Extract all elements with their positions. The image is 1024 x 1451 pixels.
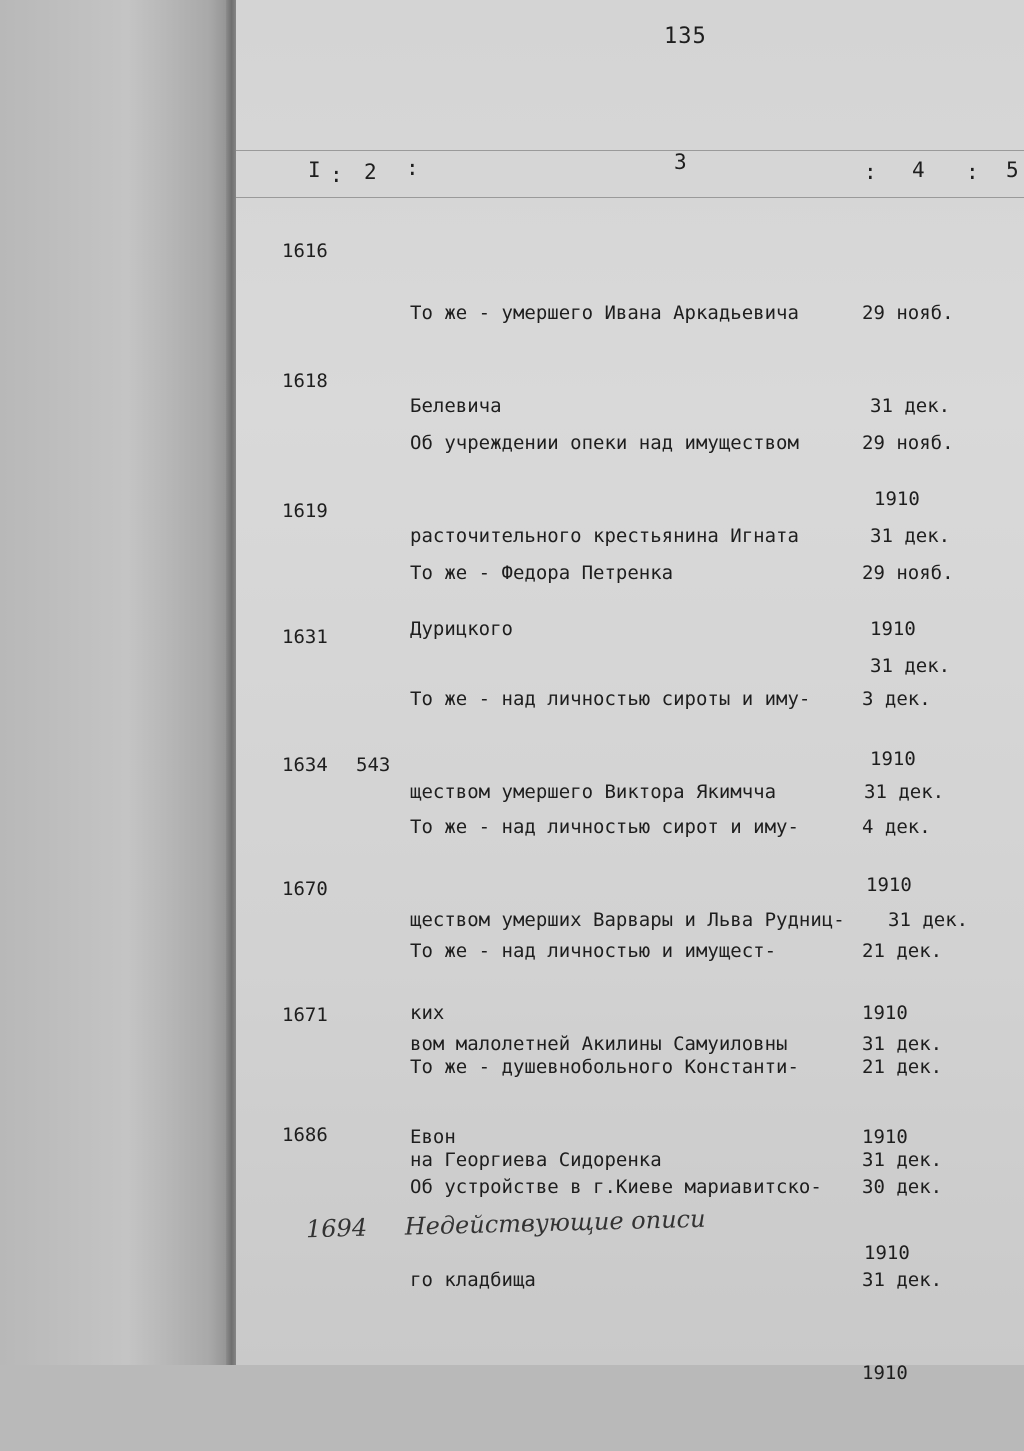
year: 1910 bbox=[862, 1126, 908, 1148]
year: 1910 bbox=[862, 1362, 908, 1384]
start-date: 3 дек. bbox=[862, 688, 931, 710]
file-number: 1670 bbox=[282, 878, 328, 900]
start-date: 21 дек. bbox=[862, 1056, 943, 1078]
file-title-line: на Георгиева Сидоренка bbox=[410, 1149, 662, 1171]
column-header-band bbox=[236, 150, 1024, 198]
file-title-line: расточительного крестьянина Игната bbox=[410, 525, 799, 547]
file-title-line: Белевича bbox=[410, 395, 502, 417]
column-header-separator: : bbox=[864, 160, 877, 184]
end-date: 31 дек. bbox=[870, 395, 951, 417]
start-date: 4 дек. bbox=[862, 816, 931, 838]
file-title-line: То же - умершего Ивана Аркадьевича bbox=[410, 302, 799, 324]
start-date: 29 нояб. bbox=[862, 302, 954, 324]
handwritten-number: 1694 bbox=[305, 1213, 368, 1244]
start-date: 29 нояб. bbox=[862, 432, 954, 454]
column-header-4: 4 bbox=[912, 158, 925, 182]
end-date: 31 дек. bbox=[864, 781, 945, 803]
start-date: 29 нояб. bbox=[862, 562, 954, 584]
column-header-3: 3 bbox=[674, 150, 687, 174]
column-header-2: 2 bbox=[364, 160, 377, 184]
file-title-line: Об устройстве в г.Киеве мариавитско- bbox=[410, 1176, 822, 1198]
file-title-line: То же - душевнобольного Константи- bbox=[410, 1056, 799, 1078]
file-title-line: Евон bbox=[410, 1126, 456, 1148]
year: 1910 bbox=[862, 1002, 908, 1024]
file-title-line: То же - над личностью сирот и иму- bbox=[410, 816, 799, 838]
file-number: 1686 bbox=[282, 1124, 328, 1146]
column-header-separator: : bbox=[406, 156, 419, 180]
file-title-line: Об учреждении опеки над имуществом bbox=[410, 432, 799, 454]
page-number: 135 bbox=[664, 24, 707, 49]
file-number: 1618 bbox=[282, 370, 328, 392]
file-title-line: Дурицкого bbox=[410, 618, 513, 640]
file-dates bbox=[862, 1110, 1002, 1451]
file-number: 1616 bbox=[282, 240, 328, 262]
file-title-line: го кладбища bbox=[410, 1269, 536, 1291]
column-header-separator: : bbox=[966, 160, 979, 184]
file-number: 1619 bbox=[282, 500, 328, 522]
file-title-line: ществом умерших Варвары и Льва Рудниц- bbox=[410, 909, 845, 931]
end-date: 31 дек. bbox=[862, 1033, 943, 1055]
end-date: 31 дек. bbox=[862, 1269, 943, 1291]
file-number: 1634 bbox=[282, 754, 328, 776]
old-file-number: 543 bbox=[356, 754, 391, 776]
file-title-line: То же - над личностью и имущест- bbox=[410, 940, 777, 962]
file-title-line: вом малолетней Акилины Самуиловны bbox=[410, 1033, 788, 1055]
file-title-line: То же - над личностью сироты и иму- bbox=[410, 688, 811, 710]
file-number: 1671 bbox=[282, 1004, 328, 1026]
column-header-separator: : bbox=[330, 163, 343, 187]
left-page bbox=[0, 0, 232, 1365]
column-header-1: I bbox=[308, 158, 321, 182]
start-date: 30 дек. bbox=[862, 1176, 943, 1198]
start-date: 21 дек. bbox=[862, 940, 943, 962]
end-date: 31 дек. bbox=[870, 655, 951, 677]
file-title-line: ществом умершего Виктора Якимчча bbox=[410, 781, 777, 803]
year: 1910 bbox=[864, 1242, 910, 1264]
handwritten-text: Недействующие описи bbox=[404, 1204, 706, 1241]
end-date: 31 дек. bbox=[862, 1149, 943, 1171]
file-title-line: ких bbox=[410, 1002, 445, 1024]
year: 1910 bbox=[870, 748, 916, 770]
year: 1910 bbox=[874, 488, 920, 510]
column-header-5: 5 bbox=[1006, 158, 1019, 182]
year: 1910 bbox=[866, 874, 912, 896]
file-number: 1631 bbox=[282, 626, 328, 648]
year: 1910 bbox=[870, 618, 916, 640]
file-title-line: То же - Федора Петренка bbox=[410, 562, 674, 584]
end-date: 31 дек. bbox=[888, 909, 969, 931]
end-date: 31 дек. bbox=[870, 525, 951, 547]
